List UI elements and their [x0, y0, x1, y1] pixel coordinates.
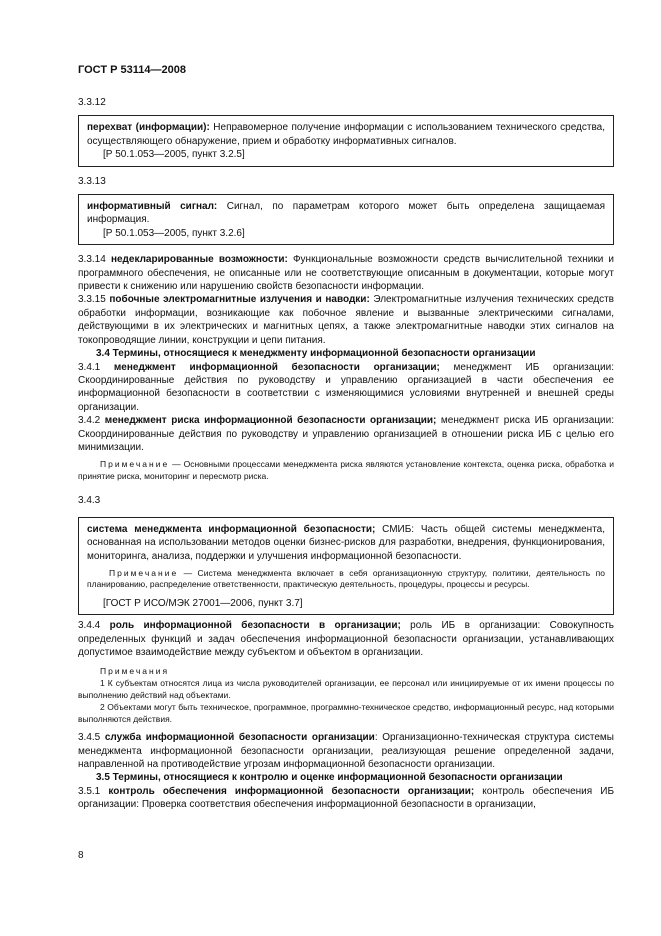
term-paragraph [78, 253, 614, 293]
definition: СМИБ: Часть общей системы менеджмента, основанная на использовании методов оценки бизнес-рисков для разработки, внедрения, функционирования, мониторинга, анализа, поддержки и улучшения информационной безопасности. [87, 523, 606, 562]
section-heading: 3.4 Термины, относящиеся к менеджменту информационной безопасности организации [96, 348, 536, 360]
definition: : Организационно-техническая структура системы менеджмента информационной безопасности организации, реализующая решение определенной задачи, направленной на противодействие угрозам информационной безопасности организации. [78, 732, 614, 770]
note-label: Примечание [109, 567, 179, 578]
note [87, 568, 605, 591]
quoted-term-box [78, 115, 614, 166]
term: информативный сигнал: [87, 201, 218, 213]
term: менеджмент информационной безопасности организации; [113, 361, 440, 373]
term: роль информационной безопасности в организации; [109, 620, 401, 632]
clause-number: 3.3.15 [78, 294, 106, 306]
clause-number: 3.4.1 [78, 361, 101, 373]
term: система менеджмента информационной безопасности; [87, 523, 376, 535]
quoted-term-box [78, 194, 614, 245]
term: служба информационной безопасности организации [104, 732, 375, 744]
definition: Функциональные возможности средств вычислительной техники и программного обеспечения, не описанные или не соответствующие описанным в документации, которые могут привести к снижению или нарушению свойств безопасности информации. [78, 254, 615, 293]
note-text: — Основными процессами менеджмента риска являются установление контекста, оценка риска, обработка и принятие риска, мониторинг и пересмотр риска. [78, 459, 614, 481]
note-text: — Система менеджмента включает в себя организационную структуру, политики, деятельность по планированию, распределение ответственности, практическую деятельность, процедуры, процессы и ресурсы. [87, 567, 605, 590]
term-paragraph [78, 619, 614, 659]
term: контроль обеспечения информационной безопасности организации; [108, 785, 475, 797]
term: побочные электромагнитные излучения и наводки: [109, 294, 370, 306]
source-reference: [Р 50.1.053—2005, пункт 3.2.5] [103, 149, 245, 161]
term-definition [87, 200, 605, 227]
note-1: 1 К субъектам относятся лица из числа руководителей организации, ее персонал или инициируемые от их имени процессы по выполнению действий над объектами. [78, 678, 614, 700]
clause-number: 3.4.5 [78, 732, 101, 744]
term: недекларированные возможности: [110, 254, 288, 266]
source-reference: [ГОСТ Р ИСО/МЭК 27001—2006, пункт 3.7] [103, 597, 303, 609]
quoted-term-box [78, 517, 614, 616]
clause-number: 3.4.2 [78, 415, 101, 427]
term-paragraph [78, 361, 614, 415]
clause-number: 3.3.13 [78, 175, 106, 187]
term-definition [87, 523, 605, 563]
definition: контроль обеспечения ИБ организации: Проверка соответствия обеспечения информационной безопасности в организации, [78, 785, 615, 811]
term-definition [87, 121, 605, 148]
note [78, 459, 614, 482]
main-text [78, 96, 614, 812]
term-paragraph [78, 731, 614, 771]
definition: роль ИБ в организации: Совокупность определенных функций и задач обеспечения информационной безопасности организации, устанавливающих допустимое взаимодействие между субъектом и объектом в организации. [78, 620, 615, 659]
term-paragraph [78, 293, 614, 347]
clause-number: 3.3.14 [78, 254, 106, 266]
term-paragraph [78, 785, 614, 812]
definition: Сигнал, по параметрам которого может быть определена защищаемая информация. [87, 201, 605, 226]
page-number: 8 [78, 850, 84, 861]
definition: Неправомерное получение информации с использованием технического средства, осуществляющего обнаружение, прием и обработку информативных сигналов. [87, 122, 605, 147]
standard-header: ГОСТ Р 53114—2008 [78, 64, 186, 76]
term-paragraph [78, 414, 614, 454]
note-2: 2 Объектами могут быть техническое, программное, программно-техническое средство, информационный ресурс, над которыми выполняются действия. [78, 702, 614, 724]
notes-label [78, 666, 614, 678]
clause-number: 3.4.4 [78, 620, 101, 632]
clause-number: 3.3.12 [78, 97, 106, 108]
term: перехват (информации): [87, 122, 210, 134]
notes-label-text: Примечания [100, 665, 170, 676]
term: менеджмент риска информационной безопасности организации; [104, 415, 437, 427]
definition: менеджмент риска ИБ организации: Скоординированные действия по руководству и управлению организацией в отношении риска ИБ с целью его минимизации. [78, 415, 614, 453]
clause-number: 3.5.1 [78, 785, 101, 797]
definition: Электромагнитные излучения технических средств обработки информации, возникающие как побочное явление и вызванные электрическими сигналами, действующими в их электрических и магнитных цепях, а также электромагнитные наводки этих сигналов на токопроводящие линии, конструкции и цепи питания. [78, 294, 614, 346]
note-label: Примечание [100, 459, 170, 470]
definition: менеджмент ИБ организации: Скоординированные действия по руководству и управлению организацией в части обеспечения ее информационной безопасности в соответствии с изменяющимися условиями внутренней и внешней среды организации. [78, 361, 614, 413]
clause-number: 3.4.3 [78, 495, 101, 507]
source-reference: [Р 50.1.053—2005, пункт 3.2.6] [103, 227, 245, 239]
section-heading: 3.5 Термины, относящиеся к контролю и оценке информационной безопасности организации [96, 772, 563, 784]
